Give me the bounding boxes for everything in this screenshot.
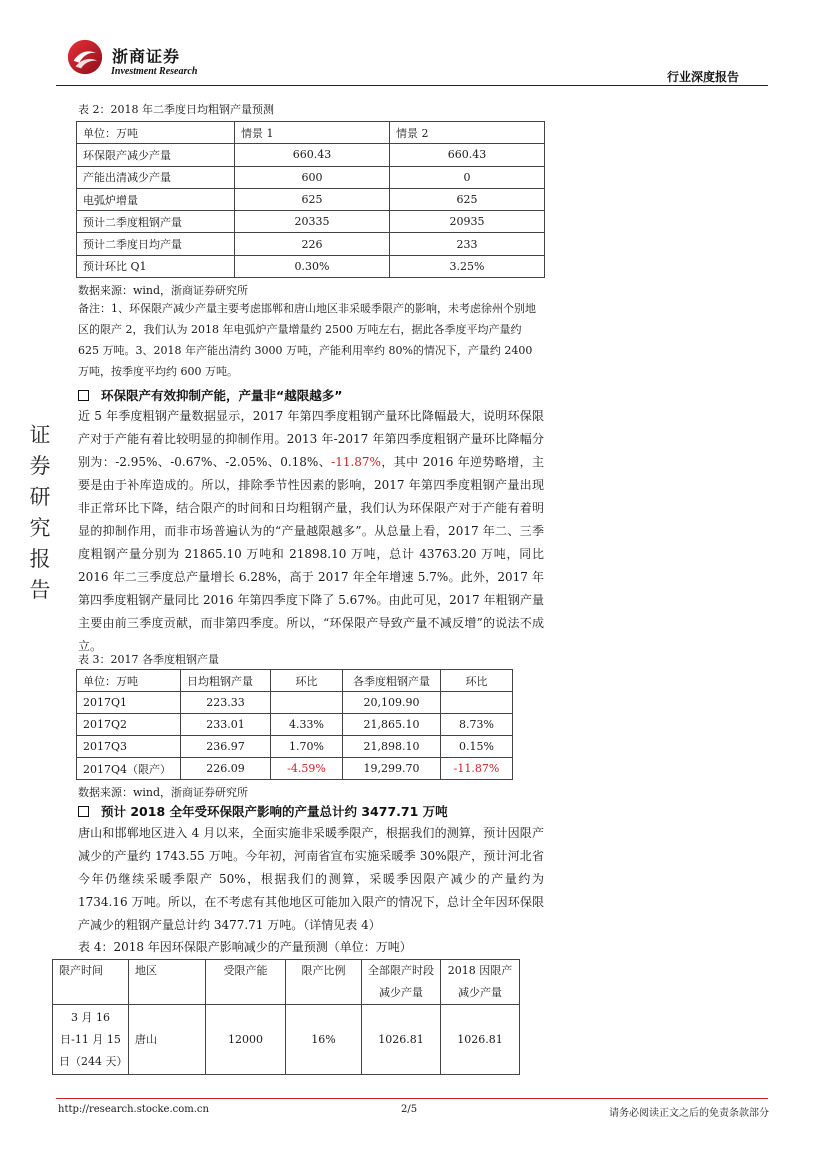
table-cell: 233.01: [181, 714, 271, 736]
table-cell: 2017Q3: [77, 736, 181, 758]
table-cell: [271, 692, 343, 714]
table-header-cell: 日均粗钢产量: [181, 670, 271, 692]
table2-source: 数据来源：wind，浙商证券研究所: [78, 284, 249, 297]
table-cell: 20335: [235, 211, 390, 233]
side-char: 证: [29, 423, 51, 447]
table-cell: 3.25%: [390, 255, 545, 277]
footer-divider: [56, 1098, 768, 1099]
table-header-cell: 全部限产时段减少产量: [362, 960, 441, 1005]
table-row: [77, 758, 513, 780]
table-header-cell: 受限产能: [206, 960, 286, 1005]
table-row: [77, 211, 545, 233]
table-cell: 唐山: [129, 1005, 206, 1075]
table-row: [77, 166, 545, 188]
table-header-cell: 地区: [129, 960, 206, 1005]
table3-source: 数据来源：wind，浙商证券研究所: [78, 786, 249, 799]
table-cell: 20,109.90: [343, 692, 441, 714]
table-cell: 3 月 16 日-11 月 15 日（244 天）: [53, 1005, 129, 1075]
table-cell: 223.33: [181, 692, 271, 714]
table-header-cell: 单位：万吨: [77, 670, 181, 692]
side-char: 券: [29, 454, 51, 478]
table-cell: [441, 692, 513, 714]
highlighted-value: -11.87%: [331, 455, 381, 469]
table-cell: 625: [235, 188, 390, 210]
table-row: [77, 692, 513, 714]
checkbox-bullet-icon: [78, 390, 89, 401]
table-cell: 21,865.10: [343, 714, 441, 736]
table-cell: 电弧炉增量: [77, 188, 235, 210]
table-cell: 233: [390, 233, 545, 255]
table3-caption: 表 3：2017 各季度粗钢产量: [78, 653, 219, 666]
paragraph-text: ，其中 2016 年逆势略增，主要是由于补库造成的。所以，排除季节性因素的影响，2017 年第四季度粗钢产量出现非正常环比下降，结合限产的时间和日均粗钢产量，我们认为环保限产对于产能有着明显的抑制作用，而非市场普遍认为的“产量越限越多”。从总量上看，2017 年二、三季度粗钢产量分别为 21865.10 万吨和 21898.10 万吨，总计 43763.20 万吨，同比 2016 年二三季度总产量增长 6.28%，高于 2017 年全年增速 5.7%。此外，2017 年第四季度粗钢产量同比 2016 年第四季度下降了 5.67%。由此可见，2017 年粗钢产量主要由前三季度贡献，而非第四季度。所以，“环保限产导致产量不减反增”的说法不成立。: [78, 455, 545, 653]
checkbox-bullet-icon: [78, 806, 89, 817]
table-cell: 16%: [286, 1005, 362, 1075]
page-number: 2/5: [401, 1104, 418, 1115]
table-cell: 12000: [206, 1005, 286, 1075]
table-cell: 预计二季度粗钢产量: [77, 211, 235, 233]
section1-paragraph: [78, 405, 544, 658]
table-header-cell: 情景 1: [235, 122, 390, 144]
table-cell: 8.73%: [441, 714, 513, 736]
section-title: 环保限产有效抑制产能，产量非“越限越多”: [101, 388, 343, 403]
side-char: 报: [29, 547, 51, 571]
table-cell: 0.30%: [235, 255, 390, 277]
table-cell: 226: [235, 233, 390, 255]
table-header-cell: 单位：万吨: [77, 122, 235, 144]
table-header-cell: 环比: [271, 670, 343, 692]
table-header-row: [77, 122, 545, 144]
section-heading: [78, 386, 342, 404]
table-cell: 20935: [390, 211, 545, 233]
table-cell: 预计环比 Q1: [77, 255, 235, 277]
table-cell: 预计二季度日均产量: [77, 233, 235, 255]
table-header-row: [77, 670, 513, 692]
table-header-cell: 环比: [441, 670, 513, 692]
table-header-cell: 2018 因限产减少产量: [441, 960, 520, 1005]
table2-note: 备注：1、环保限产减少产量主要考虑邯郸和唐山地区非采暖季限产的影响，未考虑徐州个别地区的限产 2，我们认为 2018 年电弧炉产量增量约 2500 万吨左右，据此各季度平均产量约 625 万吨。3、2018 年产能出清约 3000 万吨，产能利用率约 80%的情况下，产量约 2400 万吨，按季度平均约 600 万吨。: [78, 302, 536, 378]
table-cell: 21,898.10: [343, 736, 441, 758]
report-type: 行业深度报告: [666, 70, 739, 84]
table-cell: 0.15%: [441, 736, 513, 758]
table2: [76, 121, 545, 278]
table-header-cell: 各季度粗钢产量: [343, 670, 441, 692]
table-cell: 226.09: [181, 758, 271, 780]
table-cell: 产能出清减少产量: [77, 166, 235, 188]
table-row: [77, 714, 513, 736]
table-cell: 2017Q2: [77, 714, 181, 736]
table-cell-negative: -4.59%: [271, 758, 343, 780]
table-cell: 1026.81: [362, 1005, 441, 1075]
table4: [52, 959, 520, 1075]
table-row: [77, 736, 513, 758]
table-header-row: [53, 960, 520, 1005]
footer-url[interactable]: http://research.stocke.com.cn: [58, 1104, 209, 1115]
table-header-cell: 情景 2: [390, 122, 545, 144]
table-cell: 625: [390, 188, 545, 210]
table-cell: 1.70%: [271, 736, 343, 758]
table-cell: 1026.81: [441, 1005, 520, 1075]
table-cell: 4.33%: [271, 714, 343, 736]
side-char: 研: [29, 485, 51, 509]
table-cell: 19,299.70: [343, 758, 441, 780]
table-cell: 环保限产减少产量: [77, 144, 235, 166]
table-cell: 236.97: [181, 736, 271, 758]
paragraph-text: 近 5 年季度粗钢产量数据显示，2017 年第四季度粗钢产量环比降幅最大，说明环保限产对于产能有着比较明显的抑制作用。2013 年-2017 年第四季度粗钢产量环比降幅分别为：-2.95%、-0.67%、-2.05%、0.18%、: [78, 409, 544, 469]
section2-paragraph: 唐山和邯郸地区进入 4 月以来，全面实施非采暖季限产，根据我们的测算，预计因限产减少的产量约 1743.55 万吨。今年初，河南省宣布实施采暖季 30%限产，预计河北省今年仍继续采暖季限产 50%，根据我们的测算，采暖季因限产减少的产量约为 1734.16 万吨。所以，在不考虑有其他地区可能加入限产的情况下，总计全年因环保限产减少的粗钢产量总计约 3477.71 万吨。（详情见表 4）: [78, 826, 544, 932]
table-cell: 0: [390, 166, 545, 188]
table-row: [77, 255, 545, 277]
table-row: [77, 233, 545, 255]
table-cell: 2017Q1: [77, 692, 181, 714]
table-cell-negative: -11.87%: [441, 758, 513, 780]
table-cell: 660.43: [235, 144, 390, 166]
table-row: [77, 188, 545, 210]
table-cell: 600: [235, 166, 390, 188]
section-heading: [78, 802, 448, 820]
side-char: 告: [29, 578, 51, 602]
table-cell: 2017Q4（限产）: [77, 758, 181, 780]
side-char: 究: [29, 516, 51, 540]
brand-name: 浙商证券: [112, 47, 181, 66]
table4-caption: 表 4：2018 年因环保限产影响减少的产量预测（单位：万吨）: [78, 940, 412, 954]
side-label: [28, 420, 52, 606]
footer-disclaimer: 请务必阅读正文之后的免责条款部分: [609, 1108, 769, 1119]
table3: [76, 669, 513, 780]
table-row: [77, 144, 545, 166]
header-divider: [56, 85, 768, 86]
section-title: 预计 2018 全年受环保限产影响的产量总计约 3477.71 万吨: [101, 804, 448, 819]
table-header-cell: 限产时间: [53, 960, 129, 1005]
company-logo-icon: [66, 38, 104, 76]
table2-caption: 表 2：2018 年二季度日均粗钢产量预测: [78, 103, 274, 116]
table-cell: 660.43: [390, 144, 545, 166]
table-row: [53, 1005, 520, 1075]
brand-subtitle: Investment Research: [111, 66, 198, 77]
table-header-cell: 限产比例: [286, 960, 362, 1005]
